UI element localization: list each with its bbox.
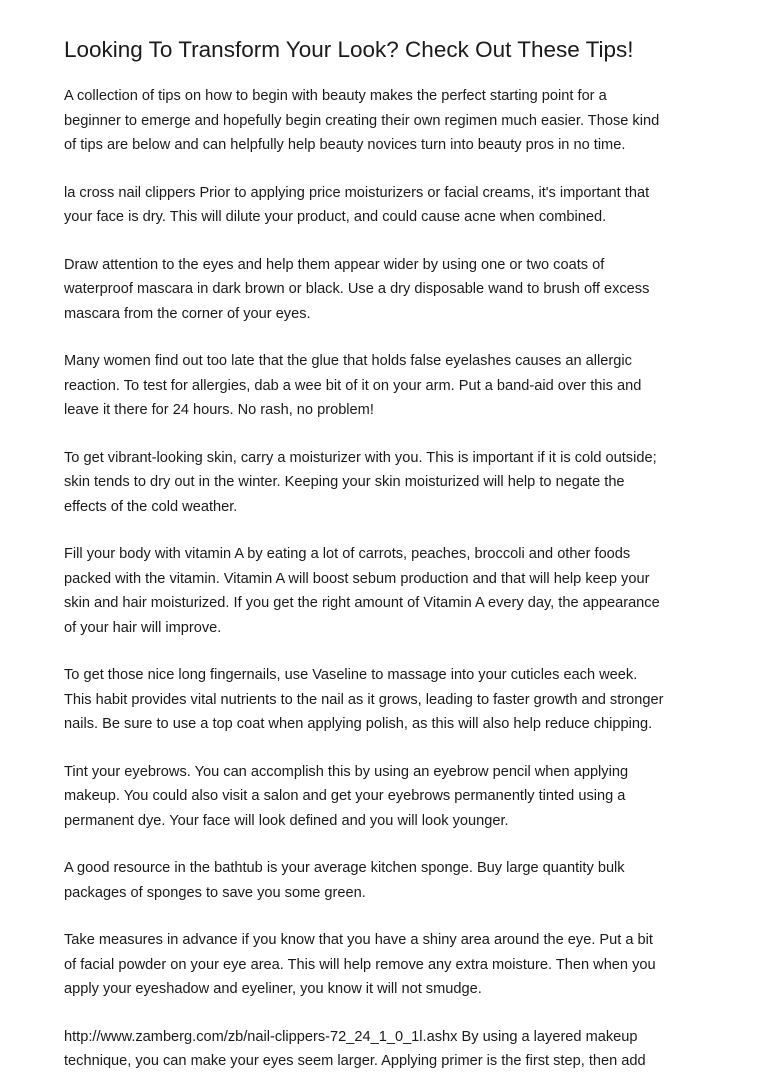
paragraph-skin	[64, 446, 713, 520]
text-line: waterproof mascara in dark brown or black. Use a dry disposable wand to brush off excess	[64, 281, 650, 297]
text-line: nails. Be sure to use a top coat when applying polish, as this will also help reduce chipping.	[64, 716, 653, 732]
text-line: Tint your eyebrows. You can accomplish this by using an eyebrow pencil when applying	[64, 763, 629, 780]
paragraph-fingernails	[64, 663, 713, 737]
text-line: Fill your body with vitamin A by eating a lot of carrots, peaches, broccoli and other foods	[64, 546, 631, 562]
text-line: mascara from the corner of your eyes.	[64, 305, 311, 322]
paragraph-eyelashes	[64, 349, 713, 423]
text-line: Many women find out too late that the glue that holds false eyelashes causes an allergic	[64, 353, 632, 369]
text-line: la cross nail clippers Prior to applying price moisturizers or facial creams, it's important that	[64, 184, 650, 201]
text-line: effects of the cold weather.	[64, 498, 238, 515]
text-line: apply your eyeshadow and eyeliner, you know it will not smudge.	[64, 981, 482, 997]
text-line: A good resource in the bathtub is your average kitchen sponge. Buy large quantity bulk	[64, 860, 625, 876]
text-line: Draw attention to the eyes and help them appear wider by using one or two coats of	[64, 256, 605, 273]
text-line: of facial powder on your eye area. This will help remove any extra moisture. Then when you	[64, 956, 656, 973]
text-line: of your hair will improve.	[64, 619, 222, 636]
text-line: http://www.zamberg.com/zb/nail-clippers-72_24_1_0_1l.ashx By using a layered makeup	[64, 1028, 638, 1045]
text-line: makeup. You could also visit a salon and get your eyebrows permanently tinted using a	[64, 788, 626, 804]
paragraph-sponge	[64, 856, 713, 905]
paragraph-mascara	[64, 253, 713, 327]
text-line: This habit provides vital nutrients to the nail as it grows, leading to faster growth and stronger	[64, 691, 664, 708]
text-line: technique, you can make your eyes seem larger. Applying primer is the first step, then add	[64, 1053, 646, 1069]
text-line: packed with the vitamin. Vitamin A will boost sebum production and that will help keep your	[64, 570, 650, 587]
text-line: beginner to emerge and hopefully begin creating their own regimen much easier. Those kind	[64, 112, 660, 129]
paragraph-shiny-area	[64, 928, 713, 1002]
text-line: Take measures in advance if you know that you have a shiny area around the eye. Put a bit	[64, 932, 653, 948]
text-line: of tips are below and can helpfully help beauty novices turn into beauty pros in no time.	[64, 137, 626, 153]
text-line: To get vibrant-looking skin, carry a moisturizer with you. This is important if it is cold outside;	[64, 449, 657, 466]
text-line: skin tends to dry out in the winter. Keeping your skin moisturized will help to negate the	[64, 474, 625, 490]
text-line: your face is dry. This will dilute your product, and could cause acne when combined.	[64, 209, 607, 225]
paragraph-intro	[64, 84, 713, 158]
text-line: reaction. To test for allergies, dab a wee bit of it on your arm. Put a band-aid over this and	[64, 377, 642, 394]
paragraph-eyebrows	[64, 760, 713, 834]
text-line: A collection of tips on how to begin with beauty makes the perfect starting point for a	[64, 88, 607, 104]
document-title: Looking To Transform Your Look? Check Out These Tips!	[64, 37, 634, 62]
text-line: skin and hair moisturized. If you get the right amount of Vitamin A every day, the appearance	[64, 595, 660, 611]
text-line: leave it there for 24 hours. No rash, no problem!	[64, 402, 374, 418]
text-line: permanent dye. Your face will look defined and you will look younger.	[64, 812, 509, 829]
text-line: To get those nice long fingernails, use Vaseline to massage into your cuticles each week.	[64, 667, 638, 683]
text-line: packages of sponges to save you some green.	[64, 884, 366, 901]
paragraph-moisturizer	[64, 181, 713, 230]
paragraph-vitamin-a	[64, 542, 713, 640]
paragraph-layered-makeup	[64, 1025, 713, 1074]
